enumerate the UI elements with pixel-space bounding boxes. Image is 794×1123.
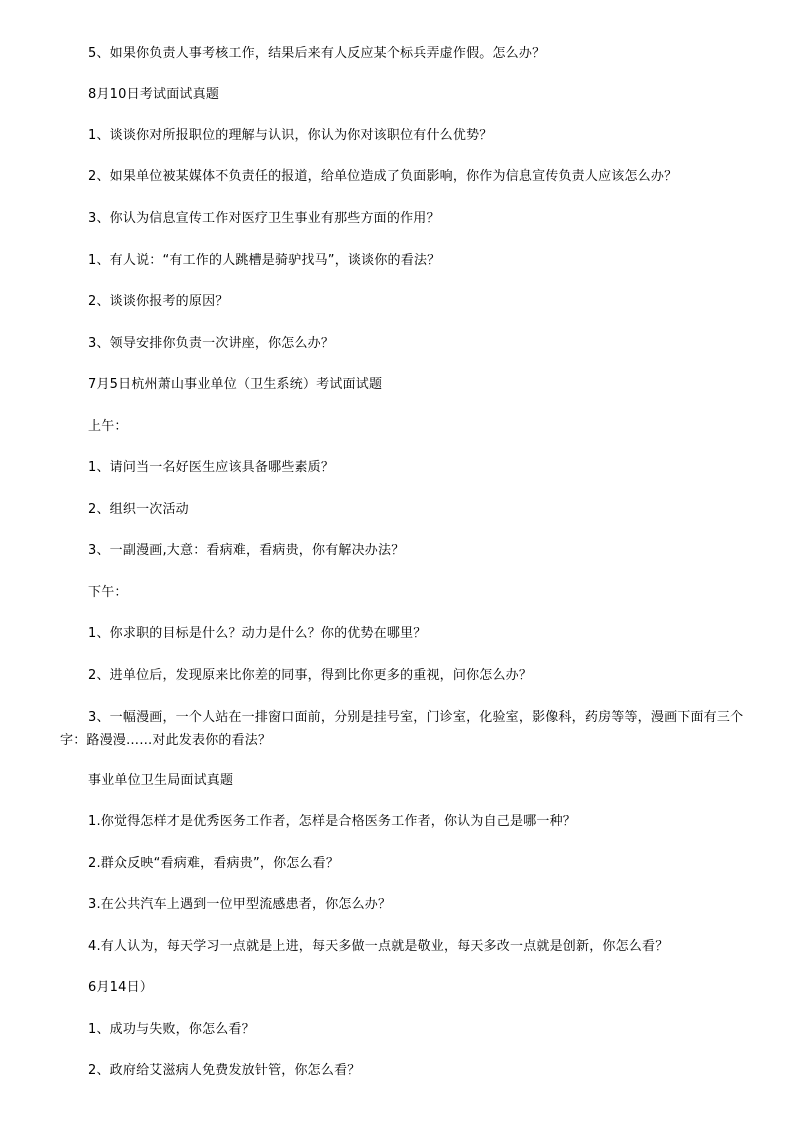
question-line: 1、你求职的目标是什么？动力是什么？你的优势在哪里？ xyxy=(88,626,427,641)
session-label: 下午： xyxy=(88,585,128,600)
question-line: 3、一副漫画,大意：看病难，看病贵，你有解决办法？ xyxy=(88,543,405,558)
section-heading: 7月5日杭州萧山事业单位（卫生系统）考试面试题 xyxy=(88,377,383,392)
section-heading: 8月10日考试面试真题 xyxy=(88,87,220,102)
question-line: 5、如果你负责人事考核工作，结果后来有人反应某个标兵弄虚作假。怎么办？ xyxy=(88,46,546,61)
question-line: 2、组织一次活动 xyxy=(88,502,189,517)
question-line: 1、有人说：“有工作的人跳槽是骑驴找马”，谈谈你的看法？ xyxy=(88,253,441,268)
question-line: 2、进单位后，发现原来比你差的同事，得到比你更多的重视，问你怎么办？ xyxy=(88,668,533,683)
question-line: 2、政府给艾滋病人免费发放针管，你怎么看？ xyxy=(88,1063,361,1078)
question-line: 2、如果单位被某媒体不负责任的报道，给单位造成了负面影响，你作为信息宣传负责人应该怎么办？ xyxy=(88,169,678,184)
section-heading: 事业单位卫生局面试真题 xyxy=(88,773,234,788)
question-paragraph: 3、一幅漫画，一个人站在一排窗口面前，分别是挂号室，门诊室，化验室，影像科，药房等等，漫画下面有三个字：路漫漫……对此发表你的看法？ xyxy=(60,710,744,748)
question-line: 1、请问当一名好医生应该具备哪些素质？ xyxy=(88,460,335,475)
question-line: 4.有人认为，每天学习一点就是上进，每天多做一点就是敬业，每天多改一点就是创新，你怎么看？ xyxy=(88,939,669,954)
question-line: 2、谈谈你报考的原因？ xyxy=(88,294,229,309)
question-line: 1、谈谈你对所报职位的理解与认识，你认为你对该职位有什么优势？ xyxy=(88,128,493,143)
question-line: 3、你认为信息宣传工作对医疗卫生事业有那些方面的作用？ xyxy=(88,211,440,226)
question-line: 1、成功与失败，你怎么看？ xyxy=(88,1022,255,1037)
section-heading: 6月14日） xyxy=(88,980,154,995)
question-line: 3、领导安排你负责一次讲座，你怎么办？ xyxy=(88,336,335,351)
question-line: 1.你觉得怎样才是优秀医务工作者，怎样是合格医务工作者，你认为自己是哪一种？ xyxy=(88,814,577,829)
question-line: 3.在公共汽车上遇到一位甲型流感患者，你怎么办？ xyxy=(88,897,392,912)
question-line: 2.群众反映“看病难，看病贵”，你怎么看？ xyxy=(88,856,340,871)
session-label: 上午： xyxy=(88,419,128,434)
